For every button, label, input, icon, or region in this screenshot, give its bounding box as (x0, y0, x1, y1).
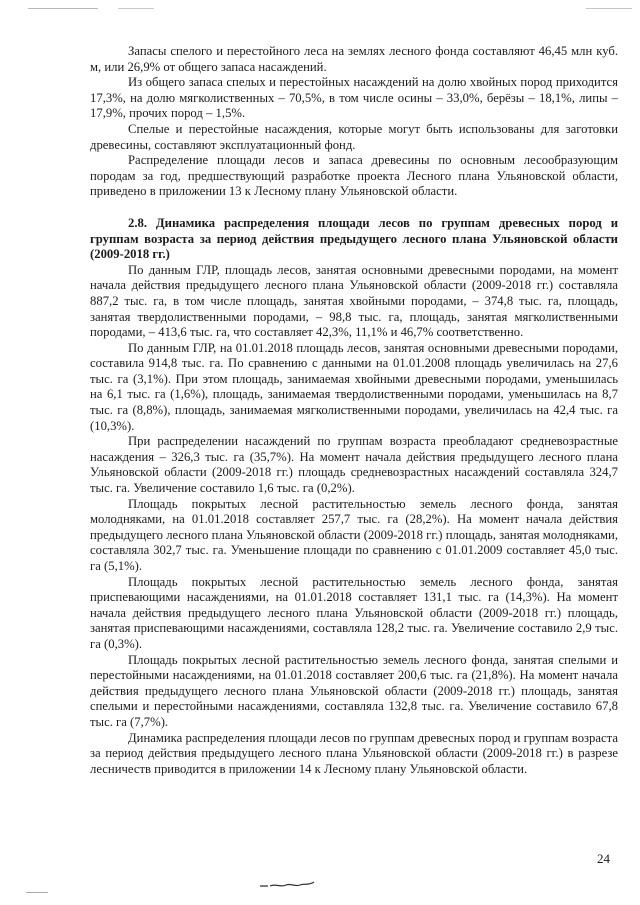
page-number: 24 (597, 851, 610, 866)
signature-scribble (258, 880, 318, 890)
scan-artifact-bottom-left (26, 892, 48, 893)
paragraph: Из общего запаса спелых и перестойных насаждений на долю хвойных пород приходится 17,3%, на долю мягколиственных – 70,5%, в том числе осины – 33,0%, берёзы – 18,1%, липы – 17,9%, прочих пород – 1,5%. (90, 75, 618, 121)
paragraph: Распределение площади лесов и запаса древесины по основным лесообразующим породам за год, предшествующий разработке проекта Лесного плана Ульяновской области, приведено в приложении 13 к Лесному плану Ульяновской области. (90, 153, 618, 199)
scan-artifact-top-left (28, 8, 98, 9)
paragraph: Запасы спелого и перестойного леса на землях лесного фонда составляют 46,45 млн куб. м, или 26,9% от общего запаса насаждений. (90, 44, 618, 74)
scan-artifact-top-right (586, 8, 632, 9)
paragraph: Динамика распределения площади лесов по группам древесных пород и группам возраста за период действия предыдущего лесного плана Ульяновской области (2009-2018 гг.) в разрезе лесничеств приводится в приложении 14 к Лесному плану Ульяновской области. (90, 730, 618, 776)
paragraph: Спелые и перестойные насаждения, которые могут быть использованы для заготовки древесины, составляют эксплуатационный фонд. (90, 121, 618, 152)
paragraph: Площадь покрытых лесной растительностью земель лесного фонда, занятая приспевающими насаждениями, на 01.01.2018 составляет 131,1 тыс. га (14,3%). На момент начала действия предыдущего лесного плана Ульяновской области (2009-2018 гг.) площадь, занятая приспевающими насаждениями, составляла 128,2 тыс. га. Увеличение составило 2,9 тыс. га (0,3%). (90, 574, 618, 651)
scan-artifact-top-mid (118, 8, 154, 9)
paragraph: По данным ГЛР, площадь лесов, занятая основными древесными породами, на момент начала действия предыдущего лесного плана Ульяновской области (2009-2018 гг.) составляла 887,2 тыс. га, в том числе площадь, занятая хвойными породами, – 374,8 тыс. га, площадь, занятая твердолиственными породами, – 98,8 тыс. га, площадь, занятая мягколиственными породами, – 413,6 тыс. га, что составляет 42,3%, 11,1% и 46,7% соответственно. (90, 262, 618, 340)
section-heading: 2.8. Динамика распределения площади лесов по группам древесных пород и группам возраста за период действия предыдущего лесного плана Ульяновской области (2009-2018 гг.) (90, 215, 618, 262)
paragraph: Площадь покрытых лесной растительностью земель лесного фонда, занятая молодняками, на 01.01.2018 составляет 257,7 тыс. га (28,2%). На момент начала действия предыдущего лесного плана Ульяновской области (2009-2018 гг.) площадь, занятая молодняками, составляла 302,7 тыс. га. Уменьшение площади по сравнению с 01.01.2009 составляет 45,0 тыс. га (5,1%). (90, 496, 618, 573)
paragraph: При распределении насаждений по группам возраста преобладают средневозрастные насаждения – 326,3 тыс. га (35,7%). На момент начала действия предыдущего лесного плана Ульяновской области (2009-2018 гг.) площадь средневозрастных насаждений составляла 324,7 тыс. га. Увеличение составило 1,6 тыс. га (0,2%). (90, 434, 618, 496)
document-body (90, 44, 618, 777)
paragraph: По данным ГЛР, на 01.01.2018 площадь лесов, занятая основными древесными породами, составила 914,8 тыс. га. По сравнению с данными на 01.01.2008 площадь увеличилась на 27,6 тыс. га (3,1%). При этом площадь, занимаемая хвойными древесными породами, уменьшилась на 6,1 тыс. га (1,6%), площадь, занимаемая твердолиственными породами, уменьшилась на 8,7 тыс. га (8,8%), площадь, занимаемая мягколиственными породами, увеличилась на 42,4 тыс. га (10,3%). (90, 340, 618, 433)
paragraph: Площадь покрытых лесной растительностью земель лесного фонда, занятая спелыми и перестойными насаждениями, на 01.01.2018 составляет 200,6 тыс. га (21,8%). На момент начала действия предыдущего лесного плана Ульяновской области (2009-2018 гг.) площадь, занятая спелыми и перестойными насаждениями, составляла 132,8 тыс. га. Увеличение составило 67,8 тыс. га (7,7%). (90, 652, 618, 729)
